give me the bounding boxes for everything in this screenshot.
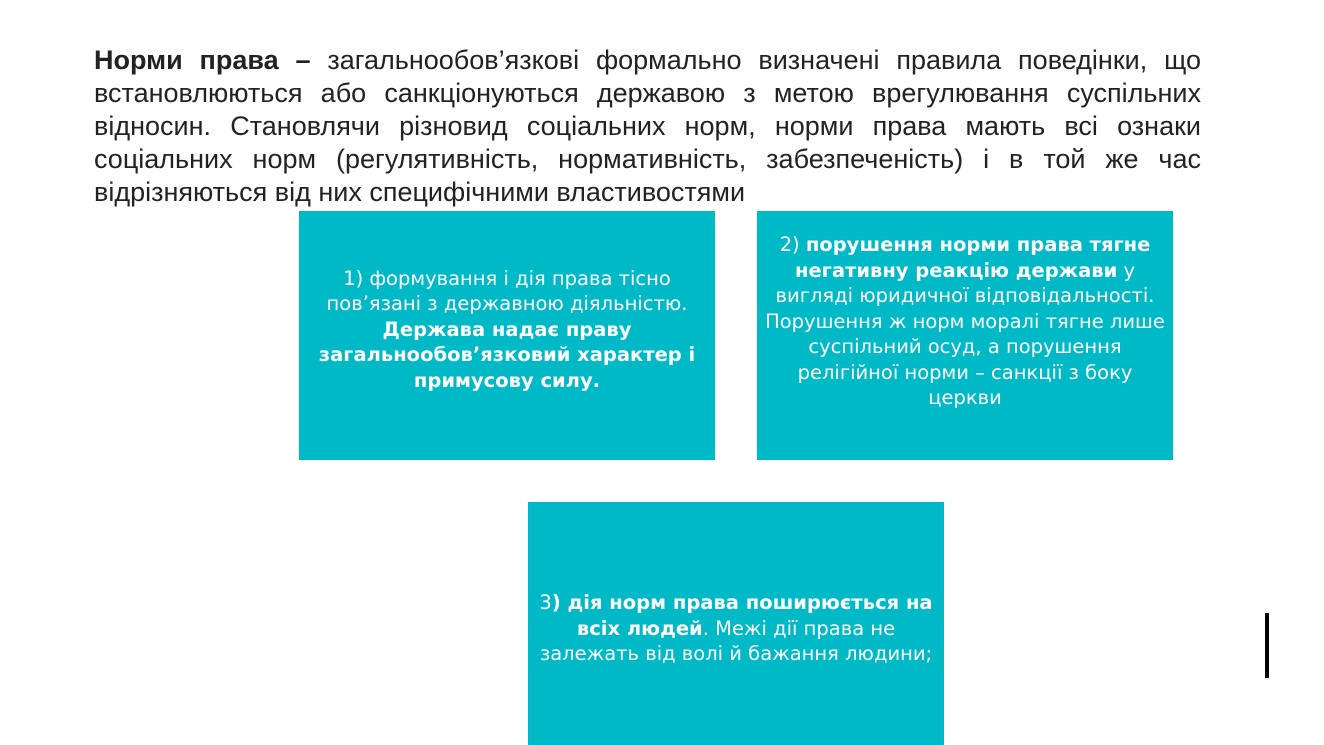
property-card-2-tail: у вигляді юридичної відповідальності. Порушення ж норм моралі тягне лише суспільний осуд, а порушення релігійної норми – санкції з боку церкви: [765, 258, 1165, 410]
property-card-1-emphasis: Держава надає праву загальнообов’язковий характер і примусову силу.: [318, 317, 696, 392]
text-cursor: [1265, 613, 1269, 678]
property-card-1-lead: 1) формування і дія права тісно пов’язані з державною діяльністю.: [326, 266, 688, 316]
property-card-1: [299, 211, 715, 460]
property-card-3-tail: . Межі дії права не залежать від волі й бажання людини;: [539, 616, 933, 666]
property-card-1-text: [307, 266, 707, 394]
definition-text: загальнообов’язкові формально визначені правила поведінки, що встановлюються або санкціонуються державою з метою врегулювання суспільних відносин. Становлячи різновид соціальних норм, норми права мають всі ознаки соціальних норм (регулятивність, нормативність, забезпеченість) і в той же час відрізняються від них специфічними властивостями: [94, 45, 1201, 207]
property-card-2-emphasis: порушення норми права тягне негативну реакцію держави: [794, 233, 1151, 282]
definition-paragraph: [94, 44, 1201, 209]
property-card-2-text: [759, 232, 1171, 411]
property-card-3-lead: 3: [539, 591, 552, 615]
property-card-3-emphasis: ) дія норм права поширюється на всіх людей: [551, 591, 933, 640]
property-card-3: [528, 502, 944, 745]
property-card-2-lead: 2): [779, 233, 806, 257]
definition-term: Норми права –: [94, 45, 311, 75]
property-card-2: [757, 211, 1173, 460]
property-card-3-text: [536, 590, 936, 667]
